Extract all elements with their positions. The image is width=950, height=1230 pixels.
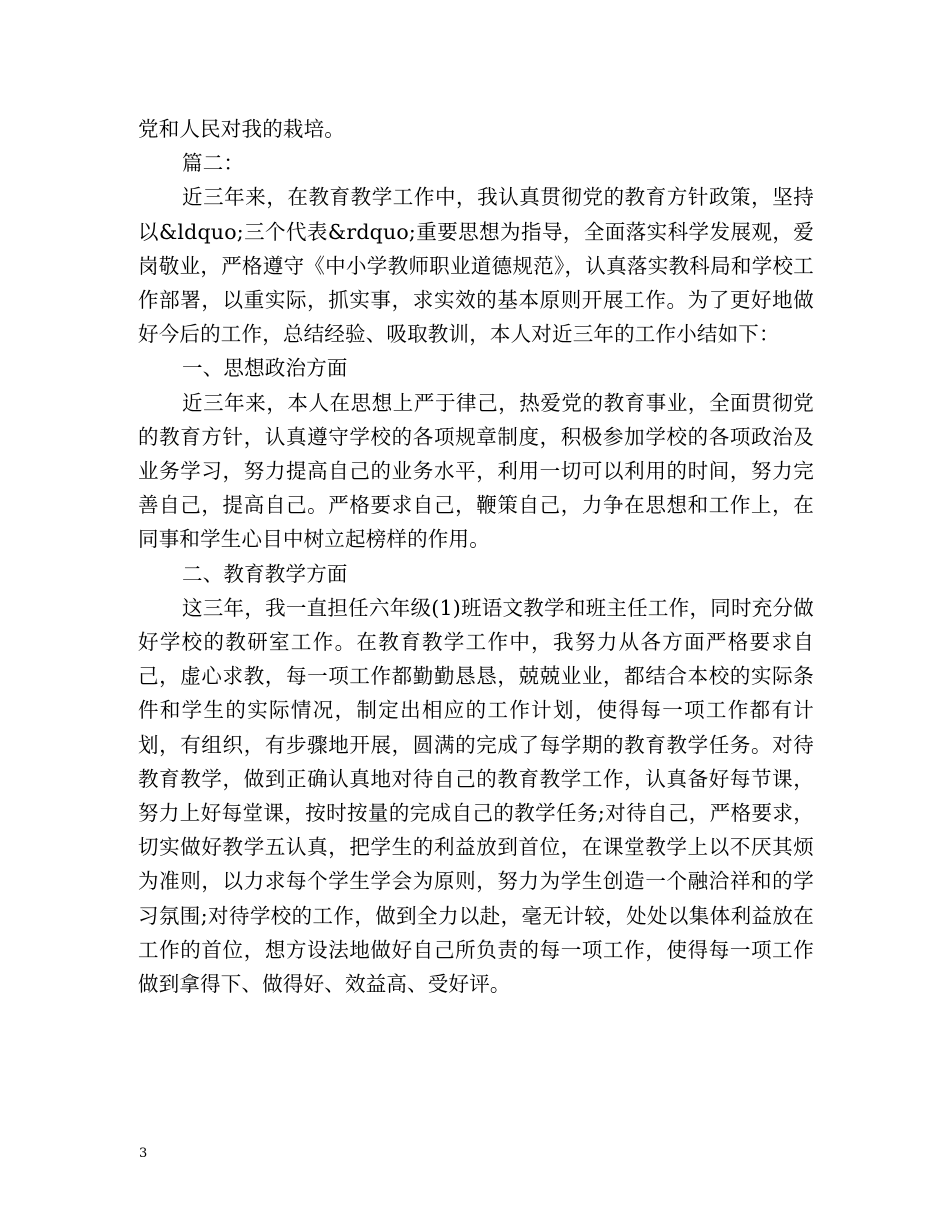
page-number: 3: [139, 1146, 148, 1161]
heading-ideology-politics: 一、思想政治方面: [182, 356, 348, 381]
section-heading-part-two: 篇二：: [182, 151, 245, 176]
heading-education-teaching: 二、教育教学方面: [182, 561, 348, 586]
paragraph-intro: 近三年来，在教育教学工作中，我认真贯彻党的教育方针政策，坚持以&ldquo;三个代表&rdquo;重要思想为指导，全面落实科学发展观，爱岗敬业，严格遵守《中小学教师职业道德规范》，认真落实教科局和学校工作部署，以重实际，抓实事，求实效的基本原则开展工作。为了更好地做好今后的工作，总结经验、吸取教训，本人对近三年的工作小结如下：: [138, 185, 814, 347]
paragraph-continuation: 党和人民对我的栽培。: [138, 117, 345, 141]
paragraph-education-teaching: 这三年，我一直担任六年级(1)班语文教学和班主任工作，同时充分做好学校的教研室工作。在教育教学工作中，我努力从各方面严格要求自己，虚心求教，每一项工作都勤勤恳恳，兢兢业业，都结合本校的实际条件和学生的实际情况，制定出相应的工作计划，使得每一项工作都有计划，有组织，有步骤地开展，圆满的完成了每学期的教育教学任务。对待教育教学，做到正确认真地对待自己的教育教学工作，认真备好每节课，努力上好每堂课，按时按量的完成自己的教学任务;对待自己，严格要求，切实做好教学五认真，把学生的利益放到首位，在课堂教学上以不厌其烦为准则，以力求每个学生学会为原则，努力为学生创造一个融洽祥和的学习氛围;对待学校的工作，做到全力以赴，毫无计较，处处以集体利益放在工作的首位，想方设法地做好自己所负责的每一项工作，使得每一项工作做到拿得下、做得好、效益高、受好评。: [138, 595, 814, 997]
document-page: [138, 112, 814, 1001]
paragraph-ideology-politics: 近三年来，本人在思想上严于律己，热爱党的教育事业，全面贯彻党的教育方针，认真遵守学校的各项规章制度，积极参加学校的各项政治及业务学习，努力提高自己的业务水平，利用一切可以利用的时间，努力完善自己，提高自己。严格要求自己，鞭策自己，力争在思想和工作上，在同事和学生心目中树立起榜样的作用。: [138, 390, 814, 552]
